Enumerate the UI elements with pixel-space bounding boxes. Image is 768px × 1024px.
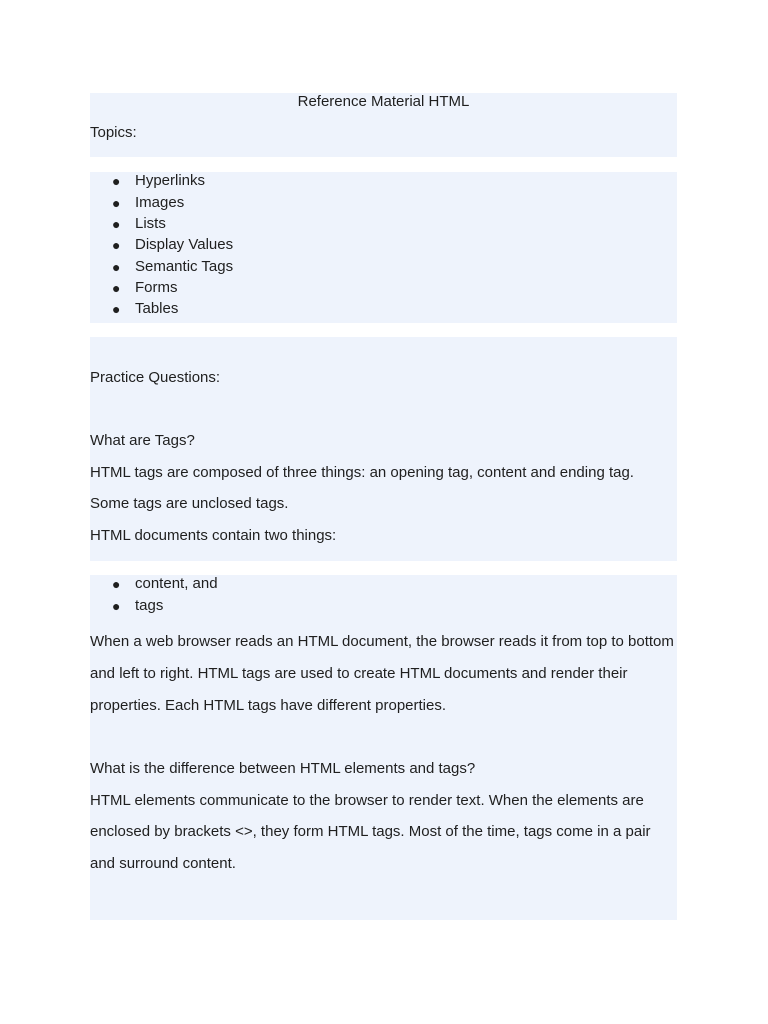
topics-label: Topics: <box>90 124 137 141</box>
paragraph-line: HTML tags are composed of three things: an opening tag, content and ending tag. <box>90 464 634 481</box>
bullet-icon: ● <box>112 598 121 614</box>
list-item-label: Hyperlinks <box>135 172 206 189</box>
list-item-label: Lists <box>135 215 166 232</box>
bullet-icon: ● <box>112 216 121 232</box>
list-item-label: tags <box>135 597 164 614</box>
paragraph-line: properties. Each HTML tags have different properties. <box>90 697 447 714</box>
paragraph-line: Some tags are unclosed tags. <box>90 495 289 512</box>
paragraph-line: When a web browser reads an HTML document, the browser reads it from top to bottom <box>90 633 674 650</box>
document-title: Reference Material HTML <box>297 93 470 110</box>
paragraph-line: and left to right. HTML tags are used to create HTML documents and render their <box>90 665 628 682</box>
bullet-icon: ● <box>112 576 121 592</box>
list-item-label: Forms <box>135 279 178 296</box>
practice-label: Practice Questions: <box>90 369 221 386</box>
list-item-label: Tables <box>135 300 179 317</box>
bullet-icon: ● <box>112 301 121 317</box>
list-item-label: Display Values <box>135 236 234 253</box>
bullet-icon: ● <box>112 259 121 275</box>
paragraph-line: enclosed by brackets <>, they form HTML tags. Most of the time, tags come in a pair <box>90 823 651 840</box>
list-item-label: Images <box>135 193 185 211</box>
list-item-label: content, and <box>135 575 218 592</box>
question-heading: What is the difference between HTML elements and tags? <box>90 760 476 777</box>
paragraph-line: and surround content. <box>90 855 236 872</box>
bullet-icon: ● <box>112 237 121 253</box>
bullet-icon: ● <box>112 194 121 211</box>
question-heading: What are Tags? <box>90 432 195 449</box>
list-item-label: Semantic Tags <box>135 258 234 275</box>
paragraph-line: HTML elements communicate to the browser to render text. When the elements are <box>90 792 644 809</box>
paragraph-line: HTML documents contain two things: <box>90 527 337 544</box>
bullet-icon: ● <box>112 173 121 189</box>
bullet-icon: ● <box>112 280 121 296</box>
